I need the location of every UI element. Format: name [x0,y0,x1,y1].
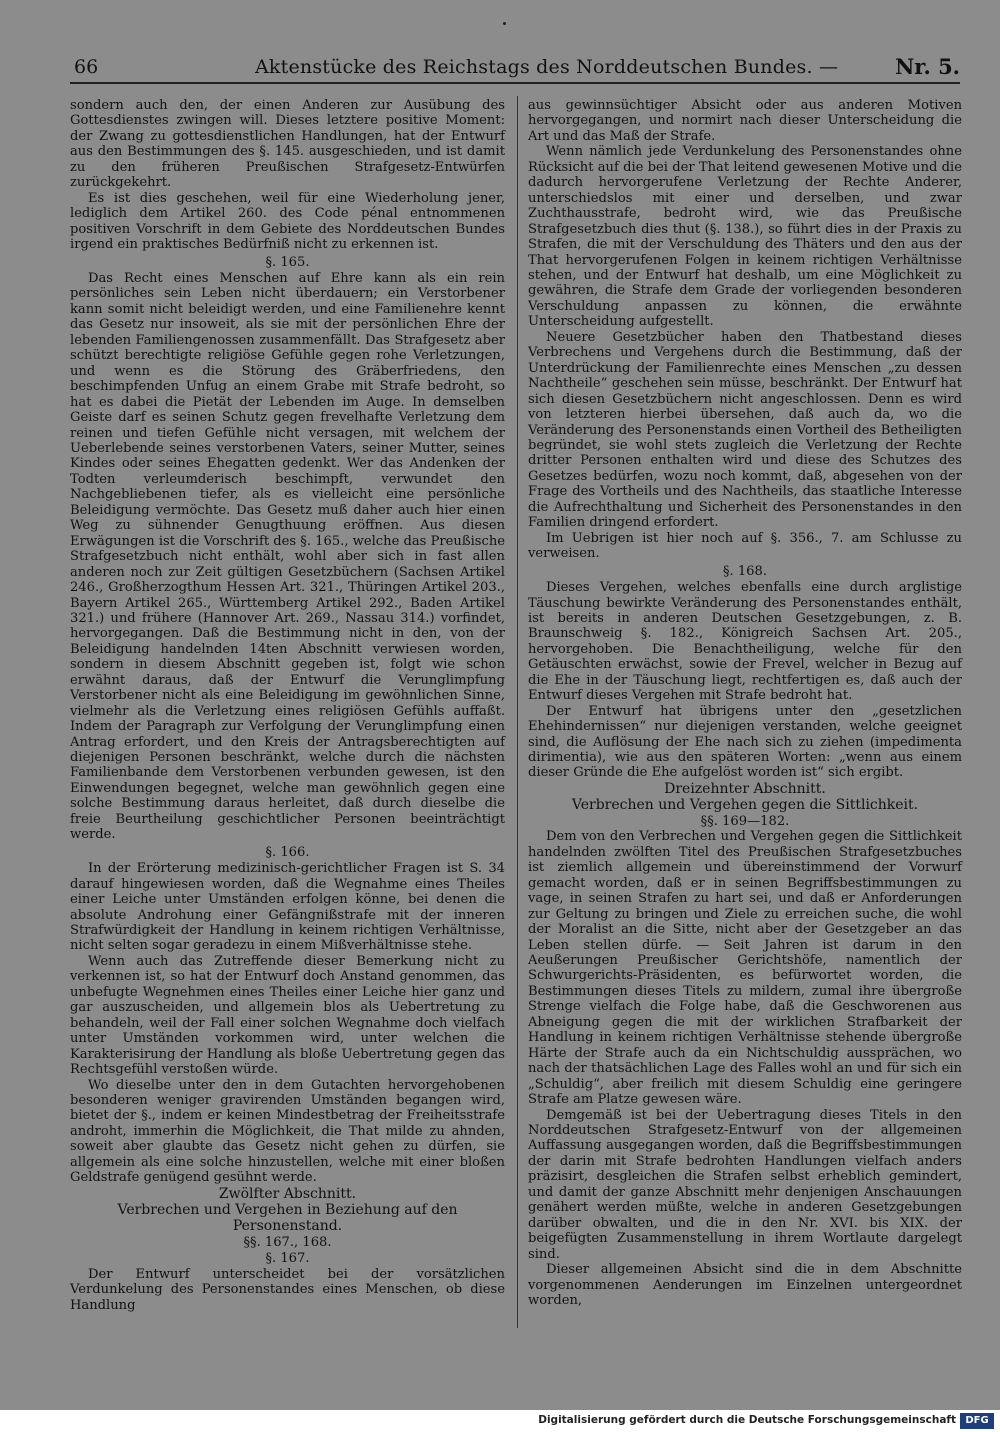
paragraph: Es ist dies geschehen, weil für eine Wiederholung jener, lediglich dem Artikel 260. des Code pénal entnommenen positiven Vorschrift in dem Gebiete des Norddeutschen Bundes irgend ein praktisches Bedürfniß nicht zu erkennen ist. [70,190,505,253]
paragraph-number: §. 166. [265,844,310,860]
section-heading: Verbrechen und Vergehen gegen die Sittlichkeit. [571,796,919,813]
paragraph: Neuere Gesetzbücher haben den Thatbestand dieses Verbrechens und Vergehens durch die Bestimmung, daß der Unterdrückung der Familienrechte eines Menschen „zu dessen Nachtheile“ geschehen sein müsse, beschränkt. Der Entwurf hat sich diesen Gesetzbüchern nicht angeschlossen. Denn es wird von letzteren hierbei übersehen, daß auch da, wo die Veränderung des Personenstands einen Vortheil des Betheiligten begründet, sie wohl stets zugleich die Verletzung der Rechte dritter Personen enthalten wird und diese des Schutzes des Gesetzes bedürfen, wozu noch kommt, daß, abgesehen von der Frage des Vortheils und des Nachtheils, das staatliche Interesse die Aufrechthaltung und Sicherheit des Personenstandes in den Familien dringend erfordert. [528,329,962,531]
paragraph-number: §§. 167., 168. [243,1234,332,1250]
section-heading: Zwölfter Abschnitt. [218,1185,357,1202]
issue-number: Nr. 5. [895,54,960,79]
paragraph-number: §. 168. [722,563,768,579]
paragraph: Wo dieselbe unter den in dem Gutachten hervorgehobenen besonderen weniger gravirenden Umständen begangen wird, bietet der §., indem er keinen Mindestbetrag der Freiheitsstrafe androht, immerhin die Möglichkeit, die That milde zu ahnden, soweit aber glaubte das Gesetz nicht gehen zu dürfen, sie allgemein als eine solche hinzustellen, welche mit einer bloßen Geldstrafe genügend gesühnt werde. [70,1077,505,1186]
paragraph: Dem von den Verbrechen und Vergehen gegen die Sittlichkeit handelnden zwölften Titel des Preußischen Strafgesetzbuches ist ziemlich allgemein und übereinstimmend der Vorwurf gemacht worden, daß er in seinen Begriffsbestimmungen zu vage, in seinen Strafen zu hart sei, und daß er Anforderungen zur Geltung zu bringen und Ziele zu erreichen suche, die wohl der Moralist an die Sitte, nicht aber der Gesetzgeber an das Leben stellen dürfe. — Seit Jahren ist darum in den Aeußerungen Preußischer Gerichtshöfe, namentlich der Schwurgerichts-Präsidenten, es befürwortet worden, die Bestimmungen dieses Titels zu mildern, zumal ihre übergroße Strenge vielfach die Folge habe, daß die Geschworenen aus Abneigung gegen die mit der wirklichen Strafbarkeit der Handlung in keinem richtigen Verhältnisse stehende übergroße Härte der Strafe auch da ein Nichtschuldig aussprächen, wo nach der thatsächlichen Lage des Falles wohl an und für sich ein „Schuldig“, aber freilich mit diesem Schuldig eine geringere Strafe am Platze gewesen wäre. [528,829,962,1108]
footer-bar [0,1410,1000,1432]
paragraph: Demgemäß ist bei der Uebertragung dieses Titels in den Norddeutschen Strafgesetz-Entwurf von der allgemeinen Auffassung ausgegangen worden, daß die Begriffsbestimmungen der darin mit Strafe bedrohten Handlungen vielfach anders präzisirt, desgleichen die Strafen selbst erheblich gemindert, und damit der ganze Abschnitt mehr denjenigen Anschauungen genähert werden müßte, welche in anderen Gesetzgebungen darüber obwalten, und die in den Nr. XVI. bis XIX. der beigefügten Zusammenstellung in ihrem Wortlaute dargelegt sind. [528,1107,962,1262]
running-title: Aktenstücke des Reichstags des Norddeutschen Bundes. — [255,56,839,78]
right-column [528,98,962,1308]
paragraph-number: §. 165. [265,254,310,270]
paragraph: Der Entwurf hat übrigens unter den „gesetzlichen Ehehindernissen“ nur diejenigen verstanden, welche geeignet sind, die Auflösung der Ehe nach sich zu ziehen (impedimenta dirimentia), wie aus den späteren Worten: „wenn aus einem dieser Gründe die Ehe aufgelöst worden ist“ sich ergibt. [528,703,962,781]
section-heading: Verbrechen und Vergehen in Beziehung auf den Personenstand. [117,1201,458,1234]
paragraph: Der Entwurf unterscheidet bei der vorsätzlichen Verdunkelung des Personenstandes eines Menschen, ob diese Handlung [70,1266,505,1313]
section-heading: Dreizehnter Abschnitt. [664,780,826,797]
paragraph-number: §. 167. [265,1251,310,1267]
paragraph: Dieser allgemeinen Absicht sind die in dem Abschnitte vorgenommenen Aenderungen im Einzelnen untergeordnet worden, [528,1262,962,1308]
paragraph-number: §§. 169—182. [700,813,790,829]
page-header [70,54,960,84]
paragraph: Wenn auch das Zutreffende dieser Bemerkung nicht zu verkennen ist, so hat der Entwurf doch Anstand genommen, das unbefugte Wegnehmen eines Theiles einer Leiche hier ganz und gar auszuscheiden, und allgemein blos als Uebertretung zu behandeln, weil der Fall einer solchen Wegnahme doch vielfach unter Umständen vorkommen wird, unter welchen die Karakterisirung der Handlung als bloße Uebertretung gegen das Rechtsgefühl verstoßen würde. [70,953,505,1078]
column-divider [517,96,518,1328]
paragraph: aus gewinnsüchtiger Absicht oder aus anderen Motiven hervorgegangen, und normirt nach dieser Unterscheidung die Art und das Maß der Strafe. [528,98,962,144]
print-mark [503,22,506,25]
paragraph: sondern auch den, der einen Anderen zur Ausübung des Gottesdienstes zwingen will. Dieses letztere positive Moment: der Zwang zu gottesdienstlichen Handlungen, hat der Entwurf aus den Bestimmungen des §. 145. ausgeschieden, und ist damit zu den früheren Preußischen Strafgesetz-Entwürfen zurückgekehrt. [70,98,505,191]
paragraph: Im Uebrigen ist hier noch auf §. 356., 7. am Schlusse zu verweisen. [528,530,962,562]
left-column [70,98,505,1313]
page-number: 66 [74,56,99,78]
dfg-logo: DFG [960,1413,994,1429]
paragraph: Dieses Vergehen, welches ebenfalls eine durch arglistige Täuschung bewirkte Veränderung des Personenstandes enthält, ist bereits in anderen Deutschen Gesetzgebungen, z. B. Braunschweig §. 182., Königreich Sachsen Art. 205., hervorgehoben. Die Benachtheiligung, welche für den Getäuschten erwächst, sowie der Frevel, welcher in Bezug auf die Ehe in der Täuschung liegt, rechtfertigen es, daß auch der Entwurf dieses Vergehen mit Strafe bedroht hat. [528,580,962,704]
paragraph: Das Recht eines Menschen auf Ehre kann als ein rein persönliches sein Leben nicht überdauern; ein Verstorbener kann somit nicht beleidigt werden, und eine Familienehre kennt das Gesetz nur insoweit, als sie mit der persönlichen Ehre der lebenden Familiengenossen zusammenfällt. Das Strafgesetz aber schützt berechtigte religiöse Gefühle gegen rohe Verletzungen, und wenn es die Störung des Gräberfriedens, den beschimpfenden Unfug an einem Grabe mit Strafe bedroht, so hat es dabei die Pietät der Lebenden im Auge. In demselben Geiste darf es seinen Schutz gegen frevelhafte Verletzung dem reinen und tiefen Gefühle nicht versagen, mit welchem der Ueberlebende seines verstorbenen Vaters, seiner Mutter, seines Kindes oder seines Ehegatten gedenkt. Wer das Andenken der Todten verleumderisch beschimpft, verwundet den Nachgebliebenen tiefer, als es vielleicht eine persönliche Beleidigung vermöchte. Das Gesetz muß daher auch hier einen Weg zu sühnender Genugthuung eröffnen. Aus diesen Erwägungen ist die Vorschrift des §. 165., welche das Preußische Strafgesetzbuch nicht enthält, wohl aber sich in fast allen anderen noch zur Zeit gültigen Gesetzbüchern (Sachsen Artikel 246., Großherzogthum Hessen Art. 321., Thüringen Artikel 203., Bayern Artikel 265., Württemberg Artikel 292., Baden Artikel 321.) und frühere (Hannover Art. 269., Nassau 314.) vorfindet, hervorgegangen. Daß die Bestimmung nicht in den, von der Beleidigung handelnden 14ten Abschnitt verwiesen worden, sondern in diesem Abschnitt gegeben ist, folgt wie schon erwähnt daraus, daß der Entwurf die Verunglimpfung Verstorbener nicht als eine Beleidigung im gewöhnlichen Sinne, vielmehr als die Verletzung eines religiösen Gefühls auffaßt. Indem der Paragraph zur Verfolgung der Verunglimpfung einen Antrag erfordert, und den Kreis der Antragsberechtigten auf diejenigen Personen beschränkt, welche durch die nächsten Familienbande dem Verstorbenen verbunden gewesen, ist den Einwendungen begegnet, welche man gewöhnlich gegen eine solche Bestimmung daraus herleitet, daß durch dieselbe die freie Beurtheilung geschichtlicher Personen beeinträchtigt werde. [70,270,505,843]
paragraph: In der Erörterung medizinisch-gerichtlicher Fragen ist S. 34 darauf hingewiesen worden, daß die Wegnahme eines Theiles einer Leiche unter Umständen erfolgen könne, bei denen die absolute Androhung einer Gefängnißstrafe mit der inneren Strafwürdigkeit der Handlung in keinem richtigen Verhältnisse, nicht selten sogar geradezu in einem Mißverhältnisse stehe. [70,861,505,954]
paragraph: Wenn nämlich jede Verdunkelung des Personenstandes ohne Rücksicht auf die bei der That leitend gewesenen Motive und die dadurch hervorgerufene Verletzung der Rechte Anderer, unterschiedslos mit einer und derselben, und zwar Zuchthausstrafe, bedroht wird, wie das Preußische Strafgesetzbuch dies thut (§. 138.), so führt dies in der Praxis zu Strafen, die mit der Verschuldung des Thäters und den aus der That hervorgerufenen Folgen in keinem richtigen Verhältnisse stehen, und der Entwurf hat deshalb, um eine Möglichkeit zu gewähren, die Strafe dem Grade der vorliegenden besonderen Verschuldung anpassen zu können, die erwähnte Unterscheidung aufgestellt. [528,144,962,330]
funding-credit: Digitalisierung gefördert durch die Deutsche Forschungsgemeinschaft [538,1414,956,1426]
